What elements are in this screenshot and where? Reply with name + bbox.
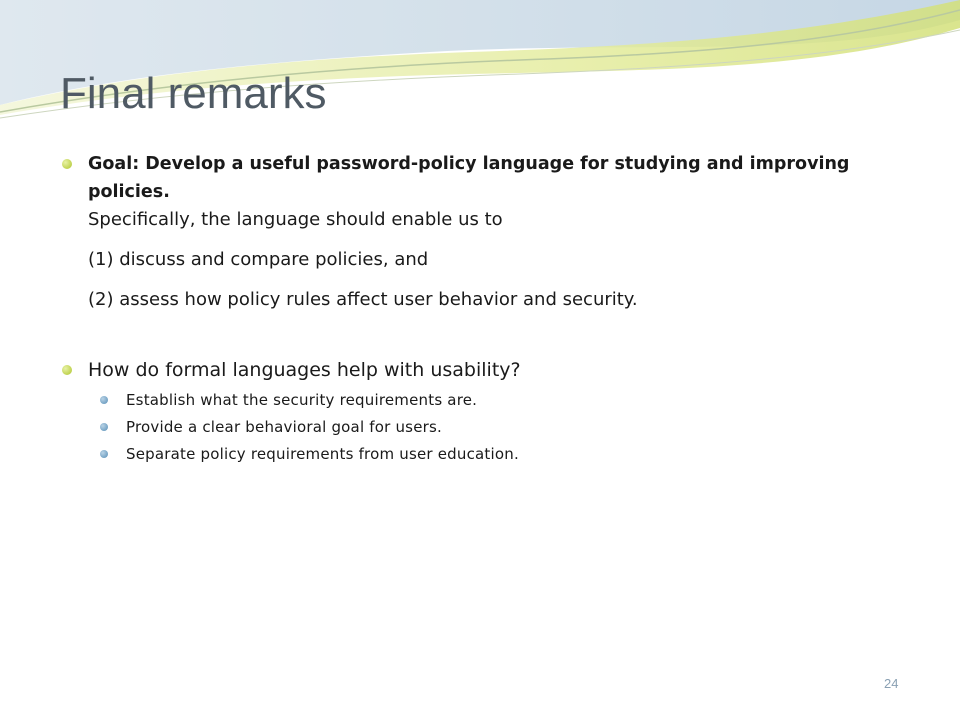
sub-bullet-list bbox=[62, 387, 902, 468]
bullet-dot-icon bbox=[62, 365, 72, 375]
sub-bullet-dot-icon bbox=[100, 423, 108, 431]
sub-bullet-item bbox=[100, 387, 902, 414]
bullet-goal bbox=[62, 150, 902, 314]
sub-bullet-item bbox=[100, 441, 902, 468]
slide-title: Final remarks bbox=[60, 69, 327, 118]
sub-bullet-dot-icon bbox=[100, 450, 108, 458]
goal-line-3: (2) assess how policy rules affect user behavior and security. bbox=[88, 289, 638, 310]
goal-statement: Goal: Develop a useful password-policy language for studying and improving policies. bbox=[88, 154, 850, 202]
question-text: How do formal languages help with usability? bbox=[88, 359, 521, 381]
sub-bullet-text: Separate policy requirements from user education. bbox=[126, 445, 519, 463]
bullet-dot-icon bbox=[62, 159, 72, 169]
goal-line-1: Specifically, the language should enable us to bbox=[88, 209, 503, 230]
goal-line-2: (1) discuss and compare policies, and bbox=[88, 249, 429, 270]
bullet-list bbox=[62, 150, 902, 468]
bullet-question bbox=[62, 356, 902, 384]
sub-bullet-text: Provide a clear behavioral goal for users. bbox=[126, 418, 442, 436]
sub-bullet-dot-icon bbox=[100, 396, 108, 404]
page-number: 24 bbox=[884, 676, 899, 691]
sub-bullet-text: Establish what the security requirements are. bbox=[126, 391, 478, 409]
sub-bullet-item bbox=[100, 414, 902, 441]
